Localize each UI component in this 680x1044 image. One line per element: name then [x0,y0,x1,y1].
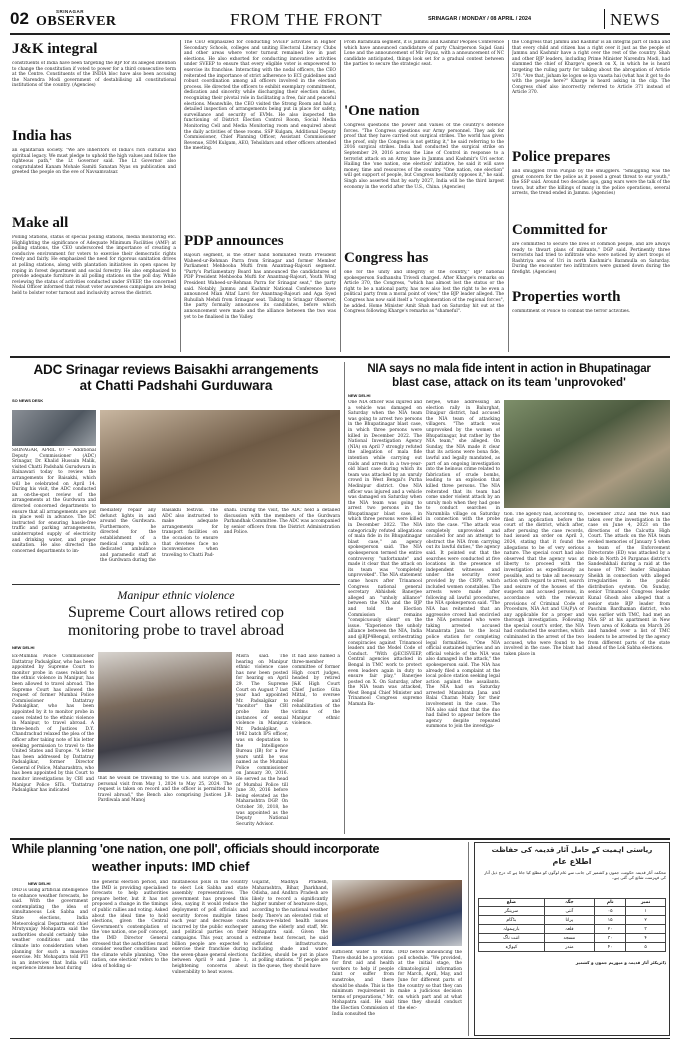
imd-col5: sufficient water to drink. There should be a provision for first aid and health workers to help if people faint or suffer from sunstroke, and there should be shade. This is the minimum requirement in terms of preparations," Mr. Mohapatra said. He said the Election Commission of India consulted the [332,950,394,1017]
category-label: NEWS [610,10,661,29]
imd-byline: NEW DELHI [28,881,51,886]
sc-col3: Misra said. The hearing on Manipur ethnic violence case has now been posted for hearing on April 29. The Supreme Court on August 7 last year had appointed Mr. Padsalgikar to "monitor" the CBI probe into the instances of sexual violence in Manipur. Mr. Padsalgikar, a 1982 batch IPS officer, was on deputation to the Intelligence Bureau (IB) for a few years until he was named as the Mumbai Police commissioner on January 30, 2016. He served as the head of Mumbai Police till June 30, 2016 before being elevated as the Maharashtra DGP. On October 30, 2018, he was appointed as the Deputy National Security Advisor. [236,654,288,827]
nia-byline: NEW DELHI [348,393,371,398]
nia-headline-line1: NIA says no mala fide intent in action in Bhupatinagar [367,363,651,375]
india-has-text: an egalitarian society. "We are inheritors of India's rich cultural and spiritual legacy. We must pledge to uphold the high values and follow the righteous path," the Lt Governor said. The Lt Governor also congratulated Kanam Mohale Samiti Sanatan Nyas on publication and greeted the people on the eve of Navsamvatsar. [12,148,176,176]
dateline: SRINAGAR / MONDAY / 08 APRIL / 2024 [428,16,532,22]
imd-headline-line2: weather inputs: IMD chief [92,859,250,874]
urdu-th: ضلع [479,899,545,907]
urdu-cell: قلعہ [544,925,595,934]
sc-col4: It had also named a three-member committee of former High court judges, headed by retired J&K High Court Chief Justice Gita Mittal, to oversee relief and rehabilitation of the victims of the Manipur ethnic violence. [292,654,340,727]
urdu-cell: پرانا [544,916,595,925]
urdu-cell: ۰۵ [595,907,626,916]
urdu-table [478,898,666,952]
congress-has-text: one for the unity and integrity of the country," BJP national spokesperson Sudhanshu Trivedi charged. After Kharge's remarks on Article 370, the Congress, "which has almost lost the status or the right to be a national party, has now also lost the right to be even a political party from a moral point of view," the BJP leader alleged. The Congress has now said itself a "conglomeration of the regional forces", he added. Home Minister Amit Shah had on Saturday hit out at the Congress following Kharge's remarks as "shameful". [344,270,504,315]
properties-worth-title: Properties worth [512,289,621,305]
table-row [479,907,666,916]
table-row [479,925,666,934]
urdu-cell: ۳۰ [595,934,626,943]
make-all-text: Polling Stations, status of special polling stations, media monitoring etc. Highlighting the significance of Adequate Minimum Facilities (AMF) at polling stations, the CEO underscored the importance of creating a conducive environment for voters to exercise their democratic rights freely and fairly. He emphasized the need for rigorous sanitation drives at polling stations, along with plantation initiatives in open spaces by roping in forest department and social forestry. He also emphasized to provide adequate furniture in all polling stations on the poll day. While reviewing the status of activities conducted under SVEEP, the concerned Nodal Officer informed that robust voter awareness campaigns are being held to bolster voter turnout and inclusivity across the district. [12,235,176,296]
committed-for-title: Committed for [512,222,608,238]
urdu-cell: بڈگام [479,916,545,925]
adc-col3: Baisakhi festival. The ADC also instructed to make adequate arrangements for transport facilities on the occasion to ensure that devotees face no inconvenience when traveling to Chatti Pad- [162,508,218,558]
adc-headline-line2: at Chatti Padshahi Gurduwara [79,378,273,393]
adc-col1: SRINAGAR, APRIL 07 – Additional Deputy Commissioner (ADC) Srinagar, Dr. Khalid Hussain Malik, visited Chatti Padshahi Gurudwara in Rainawari today to review the arrangements for Baisakhi, which will be celebrated on April 14. During his visit, the ADC conducted an on-the-spot review of the arrangements at the Gurdwara and directed concerned departments to ensure that all arrangements are put in place well in advance. The DC instructed for ensuring hassle-free traffic and parking arrangements, uninterrupted supply of electricity and drinking water, and proper sanitation. He also directed the concerned departments to im- [12,448,96,554]
urdu-cell: ۱۵ [595,916,626,925]
ceo-continued-text: The CEO emphasized for conducting SVEEP activities in Higher Secondary Schools, colleges and uniting Electoral Literacy Clubs and other areas where voter turnout remained low in past elections. He also exhorted for conducting innovative activities under SVEEP to ensure that every eligible voter is empowered to exercise its franchise. Interacting with the nodal officers, the CEO reiterated the importance of strict adherence to ECI guidelines and robust coordination among all officers involved in the election process. He directed the officers to exhibit exemplary commitment, dedication and sincerity while discharging their election duties, recognizing their pivotal role in facilitating a free, fair and peaceful elections. Meanwhile, the CEO visited the Strong Room and had a detailed inspection of arrangements being put in place for safety, surveillance and security of EVMs. He also inspected the functioning of District Election Control Room, Social Media Monitoring Cell and Media Monitoring room and enquired about the daily activities of these rooms. SSP Kulgam, Additional Deputy Commissioner, Chief Planning Officer, Assistant Commissioner Revenue, SDM Kulgam, AEO, Tehsildars and other officers attended the meeting. [184,40,336,152]
adc-col4: shahi. During the visit, the ADC held a detailed discussion with the members of the Gurdwara Parbandhak Committee. The ADC was accompanied by senior officers from the District Administration and Police. [224,508,340,536]
imd-col1: IMD is using artificial intelligence to enhance weather forecasts, he said. With the government contemplating the idea of simultaneous Lok Sabha and State elections, India Meteorological Department chief Mrutyunjay Mohapatra said the authorities should certainly take weather conditions and the climate into consideration when planning for such a massive exercise. Mr. Mohapatra told PTI in an interview that India will experience intense heat during [12,888,88,972]
table-row [479,943,666,952]
adc-photo-large [100,410,340,504]
adc-photo [12,410,96,446]
sc-kicker: Manipur ethnic violence [117,588,235,602]
urdu-cell: ۲ [626,916,666,925]
urdu-notice [474,842,670,1036]
masthead [10,8,670,32]
urdu-cell: اننت ناگ [479,934,545,943]
sc-col2: that he would be travelling to the U.S. and Europe on a personal visit from May 1, 2024 to May 25, 2024. The request is taken on record and the officer is permitted to travel abroad," the Bench also comprising Justices J.B. Pardiwala and Manoj [98,776,232,804]
jk-integral-title: J&K integral [12,41,98,57]
nia-photo-crowd [504,400,670,508]
urdu-cell: ۳ [626,925,666,934]
urdu-cell: ۲۰ [595,925,626,934]
sc-photo-officer [98,652,232,772]
adc-headline-line1: ADC Srinagar reviews Baisakhi arrangements [33,362,319,377]
imd-photo-chief [332,880,462,946]
police-prepares-text: and smuggled from Punjab by the smugglers. "Smuggling was the great concern for the police as it posed a great threat to our youth," the SSP said. Around two decades ago, gang wars were the talk of the town, but after the killings of many in the police operations, several arrests, the trend ended in Jammu. (Agencies) [512,169,670,197]
urdu-th: نام [595,899,626,907]
india-has-title: India has [12,128,72,144]
urdu-cell: ۴۰ [595,943,626,952]
police-prepares-title: Police prepares [512,149,611,165]
one-nation-text: Congress questions the power and values of the country's defence forces. "The Congress questions our Army personnel. They ask for proof that they have carried out surgical strikes. The world has given the proof, only the Congress is not getting it," he said referring to the 2016 surgical strikes. India had conducted the surgical strike on September 29, 2016 across the Line of Control in response to a terrorist attack on an Army base in Jammu and Kashmir's Uri sector. Hailing the 'one nation, one election' initiative, he said it will save money, time and resources of the country. "One nation, one election" will get support of people, but Congress hesitantly opposes it," he said. Singh also asserted that by early 2027, India will be the third largest economy in the world after the U.S., China. (Agencies) [344,123,504,190]
urdu-cell: بارہمولہ [479,925,545,934]
make-all-title: Make all [12,215,69,231]
urdu-cell: ۱ [626,907,666,916]
urdu-cell: کپواڑہ [479,943,545,952]
imd-col4: Gujarat, Madhya Pradesh, Maharashtra, Bihar, Jharkhand, Odisha, and Andhra Pradesh are likely to record a significantly higher number of heatwave days, according to the national weather body. There's an elevated risk of heatwave-related health issues among the elderly and staff, Mr. Mohapatra said. Given the extreme heat forecast, he said sufficient infrastructure, including shade and water facilities, should be put in place at polling stations. "If people are in the queue, they should have [252,880,328,969]
congress-has-title: Congress has [344,250,429,266]
brand-logo: OBSERVER [36,14,117,29]
imd-headline-line1: While planning 'one nation, one poll', officials should incorporate [12,842,380,856]
table-row [479,916,666,925]
sc-byline: NEW DELHI [12,645,35,650]
pdp-announces-text: Rajouri segment, is the other hand nominated Youth President Waheed-ur-Rehman Parra from Srinagar and former Member Parliament Mehbooba Mufti from Anantnag-Rajouri segment. "Party's Parliamentary Board has announced the candidatures of PDP President Mehbooba Mufti for Anantnag-Rajouri, Youth Wing President Waheed-ur-Rehman Parra for Srinagar seat," the party said. Notably, Jammu and Kashmir National Conference have announced Mian Altaf Larvi for Anantnag-Rajouri and Aga Syed Ruhullah Mehdi from Srinagar seat. Talking to Srinagar Observer, the party formally announces its candidates, before which announcement were made and the alliance between the two was yet to be finalised in the Valley. [184,253,336,320]
nia-headline-line2: blast case, attack on its team 'unprovoked' [392,377,626,389]
urdu-cell: مندر [544,943,595,952]
nia-col3: tion. The agency had, according to, filed an application before the court of the district, which after, after perusing the case records, had issued an order on April 3, 2024, stating that it found the allegations to be of very serious nature. The special court had also observed that the agency was at liberty to proceed with the investigation as expeditiously as possible, and to take all necessary action with regard to arrest, search and seizure of the houses of the suspects and accused persons, in accordance with the relevant provisions of Criminal Code of Procedure, NIA Act and UA(P)A or any applicable for a proper and thorough investigation. Following the special court's order, the NIA had conducted the searches, which culminated in the arrest of the two accused, who were found to be involved in the case. The blast had taken place in [504,512,584,657]
page-number: 02 [10,9,29,28]
table-row [479,934,666,943]
sc-headline-line2: monitoring probe to travel abroad [68,622,284,639]
jk-integral-text: constituents of India have been targeting the BJP for its alleged intention to change the constitution if voted to power for a third consecutive term at the Centre. Constituents of the INDIA bloc have also been accusing the Narendra Modi government of destabilising all constitutional institutions of the country. (Agencies) [12,61,176,89]
urdu-heading: ریاستی اہمیت کے حامل آثار قدیمہ کی حفاظت [491,846,653,854]
imd-col3: multaneous polls in the country to elect Lok Sabha and state assembly representatives. The government has proposed this idea, saying it would reduce the deployment of poll officials and security forces multiple times each year and decrease costs incurred by the public exchequer and political parties on their campaigns. This year, around a billion people are expected to exercise their franchise during the seven-phase general elections between April 9 and June 1, heightening concerns about vulnerability to heat waves. [172,880,248,975]
urdu-th: نمبر [626,899,666,907]
urdu-cell: ۴ [626,934,666,943]
sc-headline-line1: Supreme Court allows retired cop [68,604,284,621]
urdu-intro: محکمہ آثار قدیمہ حکومت جموں و کشمیر کی جانب سے عام لوگوں کو مطلع کیا جاتا ہے کہ درج ذیل آثار کی فہرست شائع کی گئی ہے۔ [484,870,666,881]
properties-worth-text: commitment of Police to combat the terror activities. [512,309,631,314]
adc-byline: SO NEWS DESK [12,398,44,403]
nia-col1: One NIA officer was injured and a vehicle was damaged on Saturday when the NIA team was going to arrest two persons in the Bhupatinagar blast case, in which three persons were killed in December 2022. The National Investigation Agency (NIA) on April 7 strongly refuted the allegation of mala fide intention while carrying out raids and arrests in a two-year-old blast case during which its team was attacked by an unruly crowd in West Bengal's Purba Medinipur district. One NIA officer was injured and a vehicle was damaged on Saturday when the NIA team was going to arrest two persons in the Bhupatinagar blast case, in which three persons were killed in December 2022. The NIA categorically refuted allegations of mala fide in its Bhupatinagar blast case," an agency spokesperson said. The NIA spokesperson termed the entire controversy "unfortunate" and made it clear that the attack on its team was "completely unprovoked". The NIA statement came hours after Trinamool Congress national general secretary Abhishek Banerjee alleged an "unholy alliance" between the NIA and the BJP and told the Election Commission remains "conspicuously silent" on the issue. "Experience the unholy alliance between the NIA, India and @BJP4Bengal, orchestrating conspiracies against Trinamool leaders and the Model Code of Conduct. "With @ECISVEEP, Central agencies attacked in Bengal in TMC work to protect even leaders again in duty to ensure fair play," Banerjee posted on X. On Saturday, after the NIA team was attacked, West Bengal Chief Minister and Trinamool Congress supremo Mamata Ba- [348,400,422,708]
one-nation-title: 'One nation [344,103,420,119]
section-title: FROM THE FRONT [230,10,383,29]
urdu-cell: سرینگر [479,907,545,916]
urdu-notice-title: اطلاع عام [552,857,592,866]
urdu-cell: آنتی [544,907,595,916]
imd-col6: IMD before announcing the poll schedule. "We provided, at the initial stage, the climatological information for March, April, May, and June for different parts of the country so that they can make a judicious decision on which part and at what time they should conduct the elec- [398,950,462,1011]
kharge-continued-text: the Congress that Jammu and Kashmir is an integral part of India and that every child and citizen has a right over it just as the people of Jammu and Kashmir have a right over the rest of the country. Shah and other BJP leaders, including Prime Minister Narendra Modi, had slammed the chief of Kharge's speech on X, in which he is heard targeting the ruling party for talking about the abrogation of Article 370. "Are that, jisham ke logon se kya vaasta hai (what has it got to do with the people here?" Kharge is heard asking in the clip. The Congress chief also incorrectly referred to Article 371 instead of Article 370. [512,40,670,96]
brand-small: SRINAGAR [56,9,85,14]
pdp-announces-title: PDP announces [184,233,284,249]
baramulla-text: From Baramulla segment, it is Jammu and Kashmir Peoples Conference which have announced candidature of party Chairperson Sajad Gani Lone and the announcement of Mir Fayaz, with a announcement of NC candidate anticipated, things look set for a gradual contest between the parties to secure the strategic seat. [344,40,504,68]
urdu-cell: مسجد [544,934,595,943]
urdu-cell: ۵ [626,943,666,952]
adc-col2: mediately repair any defunct lights in and around the Gurdwara. Furthermore, he directed for the establishment of a medical camp with a dedicated ambulance and paramedic staff at the Gurdwara during the [100,508,156,564]
committed-for-text: are committed to secure the lives of common people, and are always ready to thwart plans of militants," DGP said. Pertinently three terrorists had tried to infiltrate who were noticed by alert troops of Rashtriya area of Uri in north Kashmir's Baramulla on Saturday. During the encounter two infiltrators were gunned down during the firefight. (Agencies) [512,242,670,275]
urdu-th: جگہ [544,899,595,907]
urdu-footer: ڈائریکٹر آثار قدیمہ و میوزیم جموں و کشمیر [575,960,666,965]
nia-col4: December 2022 and the NIA had taken over the investigation in the case on June 4, 2023 on the directions of the Calcutta High Court. The attack on the NIA team evoked memories of January 5 when a team of the Enforcement Directorate (ED) was attacked by a mob in North 24 Parganas district's Sandeshkhali during a raid at the house of TMC leader Shajahan Sheikh in connection with alleged irregularities in the public distribution system. On Sunday, senior Trinamool Congress leader Kunal Ghosh also alleged that a senior state BJP leader from Paschim Bardhaman district, who was earlier with TMC, had met an NIA SP at his apartment in New Town area of Kolkata on March 26 and handed over a list of TMC leaders to be arrested by the agency from different parts of the state ahead of the Lok Sabha elections. [588,512,670,652]
sc-col1: Ex-Mumbai Police Commissioner Dattatray Padsalgikar, who has been appointed by Supreme Court to monitor probe in cases related to the ethnic violence in Manipur, has been allowed to travel abroad. The Supreme Court has allowed the request of former Mumbai Police Commissioner Dattatray Padsalgikar, who has been appointed by it to monitor probe in cases related to the ethnic violence in Manipur, to travel abroad. A three-bench of Justices D.Y. Chandrachud relaxed the plea of the officer after taking note of his letter seeking permission to travel to the United States and Europe. "A letter has been addressed by Dattatray Padsalgikar, former Director General of Police, Maharashtra, who has been appointed by this Court to monitor investigations by CBI and Manipur Police SITs. "Dattatray Padsalgikar has indicated [12,654,94,794]
imd-col2: the general election period, and the IMD is providing specialised forecasts to help authorities prepare better, but it has not proposed a change in the timings of public rallies and voting. Asked about the ideal time to hold elections, given the Central Government's contemplation of the 'one nation, one poll' concept, the IMD Director General stressed that the authorities must consider weather conditions and the climate while planning. 'One nation, one election' refers to the idea of holding si- [92,880,168,969]
nia-col2: nerjee, while addressing an election rally in Balurghat, Dinajpur district, had accused the NIA team of attacking villagers. "The attack was unprovoked by the women of Bhupatinagar, but rather by the NIA team," she alleged. On Sunday, the NIA made it clear that its actions were bona fide, lawful and legally mandated, as part of an ongoing investigation into the heinous crime related to fabrication of crude bombs, leading to an explosion that killed three persons. The NIA reiterated that its team had come under violent attack by an unruly mob when they had gone to conduct searches in Narumbila village on Saturday in connection with the probe into the case. "The attack was completely unprovoked and uncalled for and an attempt to obstruct the NIA from carrying out its lawful duties," the agency said. It pointed out that the searches were conducted at five locations in the presence of independent witnesses and under the security cover provided by the CRPF, which included women constables. The arrests were made after following all lawful procedures, the NIA spokesperson said. "The NIA has reiterated that an aggressive crowd had encircled the NIA personnel who were taking arrested accused Manabrata Jana to the local police station for completing legal formalities. "One NIA official sustained injuries and an official vehicle of the NIA was also damaged in the attack," the spokesperson said. The NIA has already filed a complaint at the local police station seeking legal action against the assailants. The NIA had on Saturday arrested Manabrata Jana and Balai Charan Maity for their involvement in the case. The NIA also said that that the duo had failed to appear before the agency despite repeated summons to join the investiga- [426,400,500,730]
